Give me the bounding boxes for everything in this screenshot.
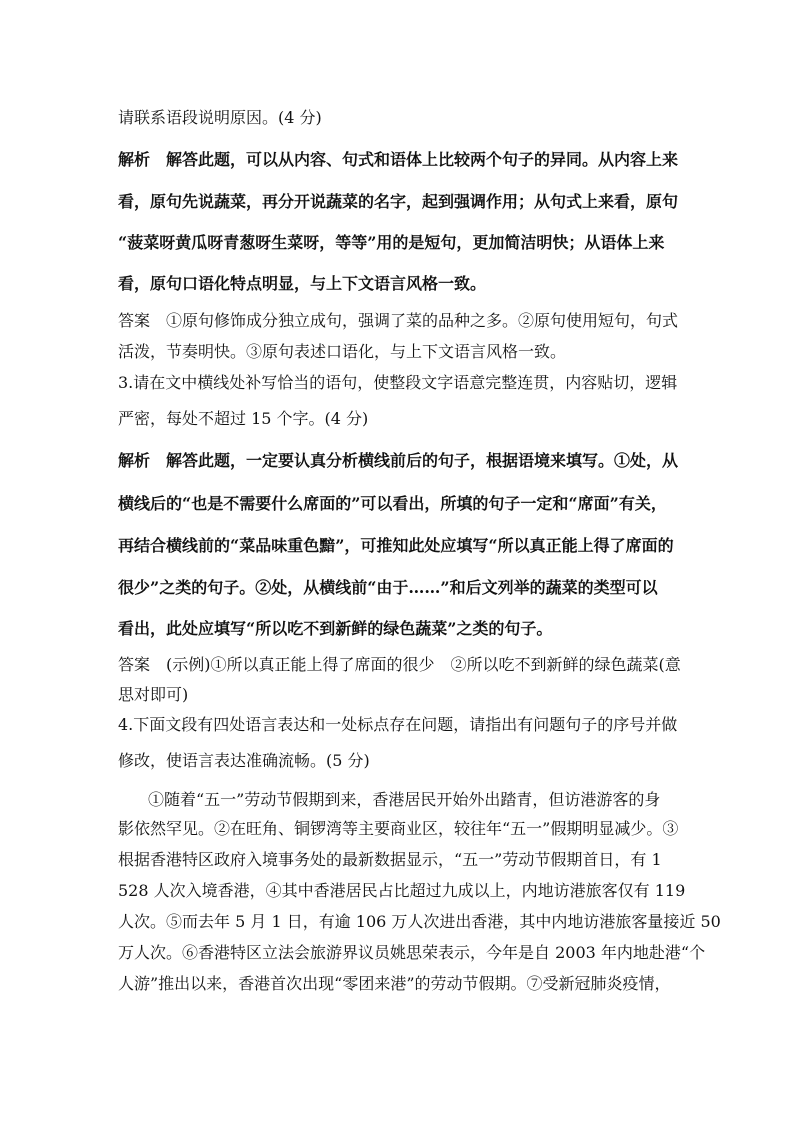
passage-line: 人次。⑤而去年 5 月 1 日，有逾 106 万人次进出香港，其中内地访港旅客量接近 50 (118, 912, 721, 931)
answer-line: 思对即可) (118, 685, 189, 704)
analysis-line: 解析 解答此题，可以从内容、句式和语体上比较两个句子的异同。从内容上来 (118, 150, 679, 169)
passage-line: ①随着“五一”劳动节假期到来，香港居民开始外出踏青，但访港游客的身 (148, 790, 661, 809)
question-line: 修改，使语言表达准确流畅。(5 分) (118, 751, 370, 770)
answer-line: 活泼，节奏明快。③原句表述口语化，与上下文语言风格一致。 (118, 342, 567, 361)
analysis-line: 看出，此处应填写“所以吃不到新鲜的绿色蔬菜”之类的句子。 (118, 619, 553, 638)
analysis-line: 很少”之类的句子。②处，从横线前“由于……”和后文列举的蔬菜的类型可以 (118, 578, 658, 597)
passage-line: 根据香港特区政府入境事务处的最新数据显示，“五一”劳动节假期首日，有 1 (118, 850, 662, 869)
analysis-line: “菠菜呀黄瓜呀青葱呀生菜呀，等等”用的是短句，更加简洁明快；从语体上来 (118, 233, 665, 252)
answer-line: 答案 ①原句修饰成分独立成句，强调了菜的品种之多。②原句使用短句，句式 (118, 311, 679, 330)
analysis-line: 再结合横线前的“菜品味重色黯”，可推知此处应填写“所以真正能上得了席面的 (118, 536, 674, 555)
passage-line: 528 人次入境香港，④其中香港居民占比超过九成以上，内地访港旅客仅有 119 (118, 881, 686, 900)
question-line: 3.请在文中横线处补写恰当的语句，使整段文字语意完整连贯，内容贴切，逻辑 (118, 373, 678, 392)
text-line: 请联系语段说明原因。(4 分) (118, 108, 322, 127)
analysis-line: 解析 解答此题，一定要认真分析横线前后的句子，根据语境来填写。①处，从 (118, 451, 679, 470)
question-line: 4.下面文段有四处语言表达和一处标点存在问题，请指出有问题句子的序号并做 (118, 715, 678, 734)
analysis-line: 看，原句先说蔬菜，再分开说蔬菜的名字，起到强调作用；从句式上来看，原句 (118, 192, 679, 211)
analysis-line: 看，原句口语化特点明显，与上下文语言风格一致。 (118, 274, 487, 293)
answer-line: 答案 (示例)①所以真正能上得了席面的很少 ②所以吃不到新鲜的绿色蔬菜(意 (118, 655, 681, 674)
analysis-line: 横线后的“也是不需要什么席面的”可以看出，所填的句子一定和“席面”有关， (118, 494, 667, 513)
passage-line: 人游”推出以来，香港首次出现“零团来港”的劳动节假期。⑦受新冠肺炎疫情， (118, 974, 671, 993)
question-line: 严密，每处不超过 15 个字。(4 分) (118, 409, 369, 428)
passage-line: 万人次。⑥香港特区立法会旅游界议员姚思荣表示，今年是自 2003 年内地赴港“个 (118, 943, 706, 962)
passage-line: 影依然罕见。②在旺角、铜锣湾等主要商业区，较往年“五一”假期明显减少。③ (118, 819, 679, 838)
